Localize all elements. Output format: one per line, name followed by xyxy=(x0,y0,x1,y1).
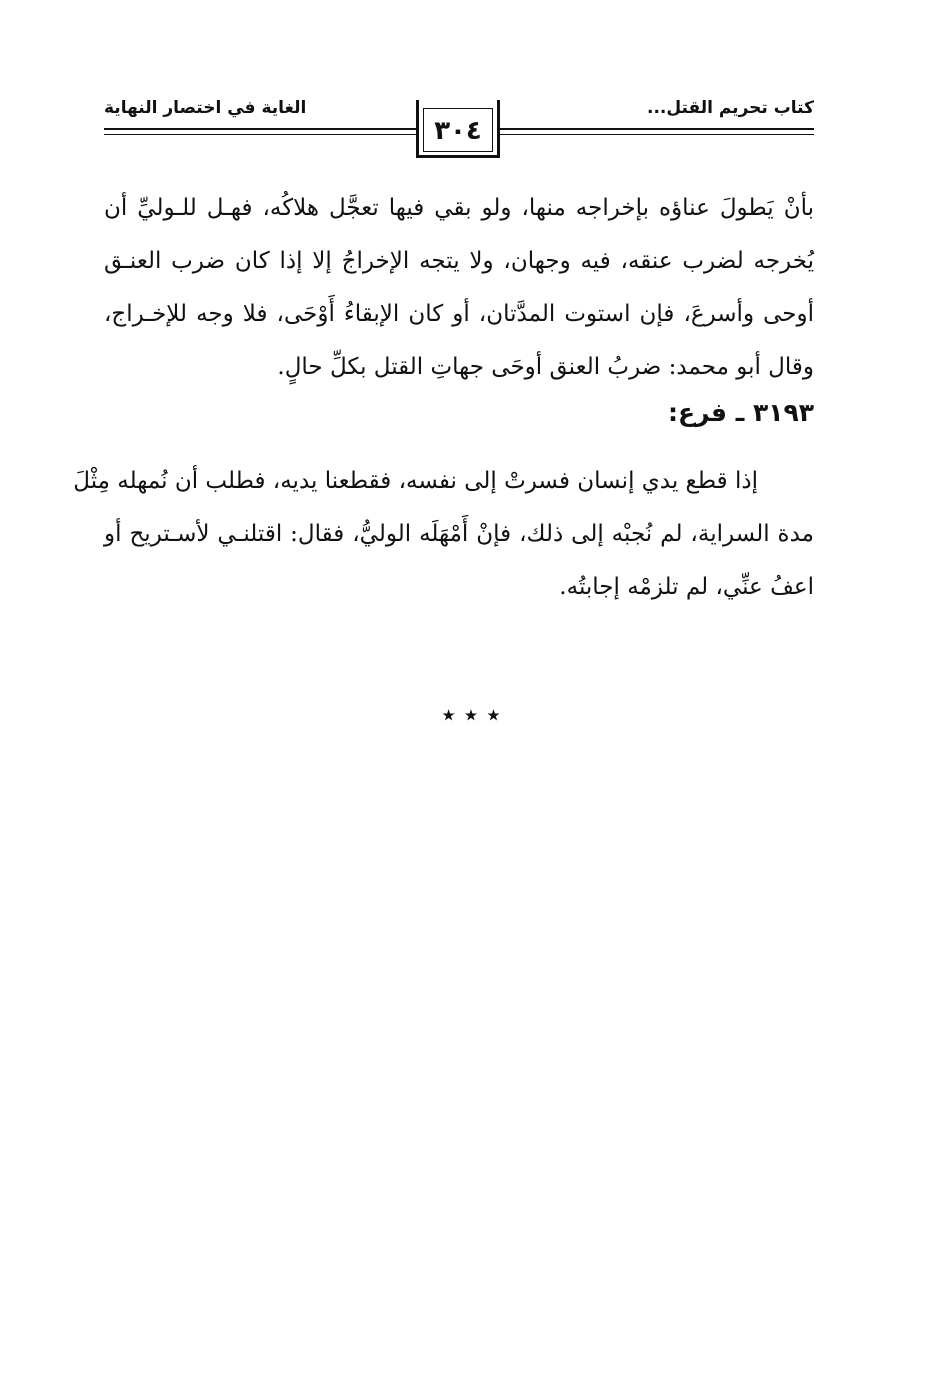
text-line: مدة السراية، لم نُجبْه إلى ذلك، فإنْ أَمْهَلَه الوليُّ، فقال: اقتلنـي لأسـتريح أو xyxy=(104,521,814,547)
text-line: اعفُ عنِّي، لم تلزمْه إجابتُه. xyxy=(559,574,814,600)
paragraph-continuation xyxy=(104,182,814,394)
section-separator-stars: ٭ ٭ ٭ xyxy=(441,700,501,730)
text-line: أوحى وأسرعَ، فإن استوت المدَّتان، أو كان الإبقاءُ أَوْحَى، فلا وجه للإخـراج، xyxy=(104,301,814,327)
running-header xyxy=(104,96,814,166)
text-line: يُخرجه لضرب عنقه، فيه وجهان، ولا يتجه الإخراجُ إلا إذا كان ضرب العنـق xyxy=(104,248,814,274)
text-line: بأنْ يَطولَ عناؤه بإخراجه منها، ولو بقي فيها تعجَّل هلاكُه، فهـل للـوليِّ أن xyxy=(104,195,814,221)
book-title: الغاية في اختصار النهاية xyxy=(104,98,312,118)
text-line: إذا قطع يدي إنسان فسرتْ إلى نفسه، فقطعنا يديه، فطلب أن نُمهله مِثْلَ xyxy=(73,468,758,494)
text-line: وقال أبو محمد: ضربُ العنق أوحَى جهاتِ القتل بكلِّ حالٍ. xyxy=(277,354,814,380)
section-heading: ٣١٩٣ ـ فرع: xyxy=(668,398,814,427)
page-number-box xyxy=(416,100,500,158)
paragraph-section-body xyxy=(73,455,814,614)
chapter-title: كتاب تحريم القتل... xyxy=(641,98,814,118)
page-number: ٣٠٤ xyxy=(434,116,482,146)
